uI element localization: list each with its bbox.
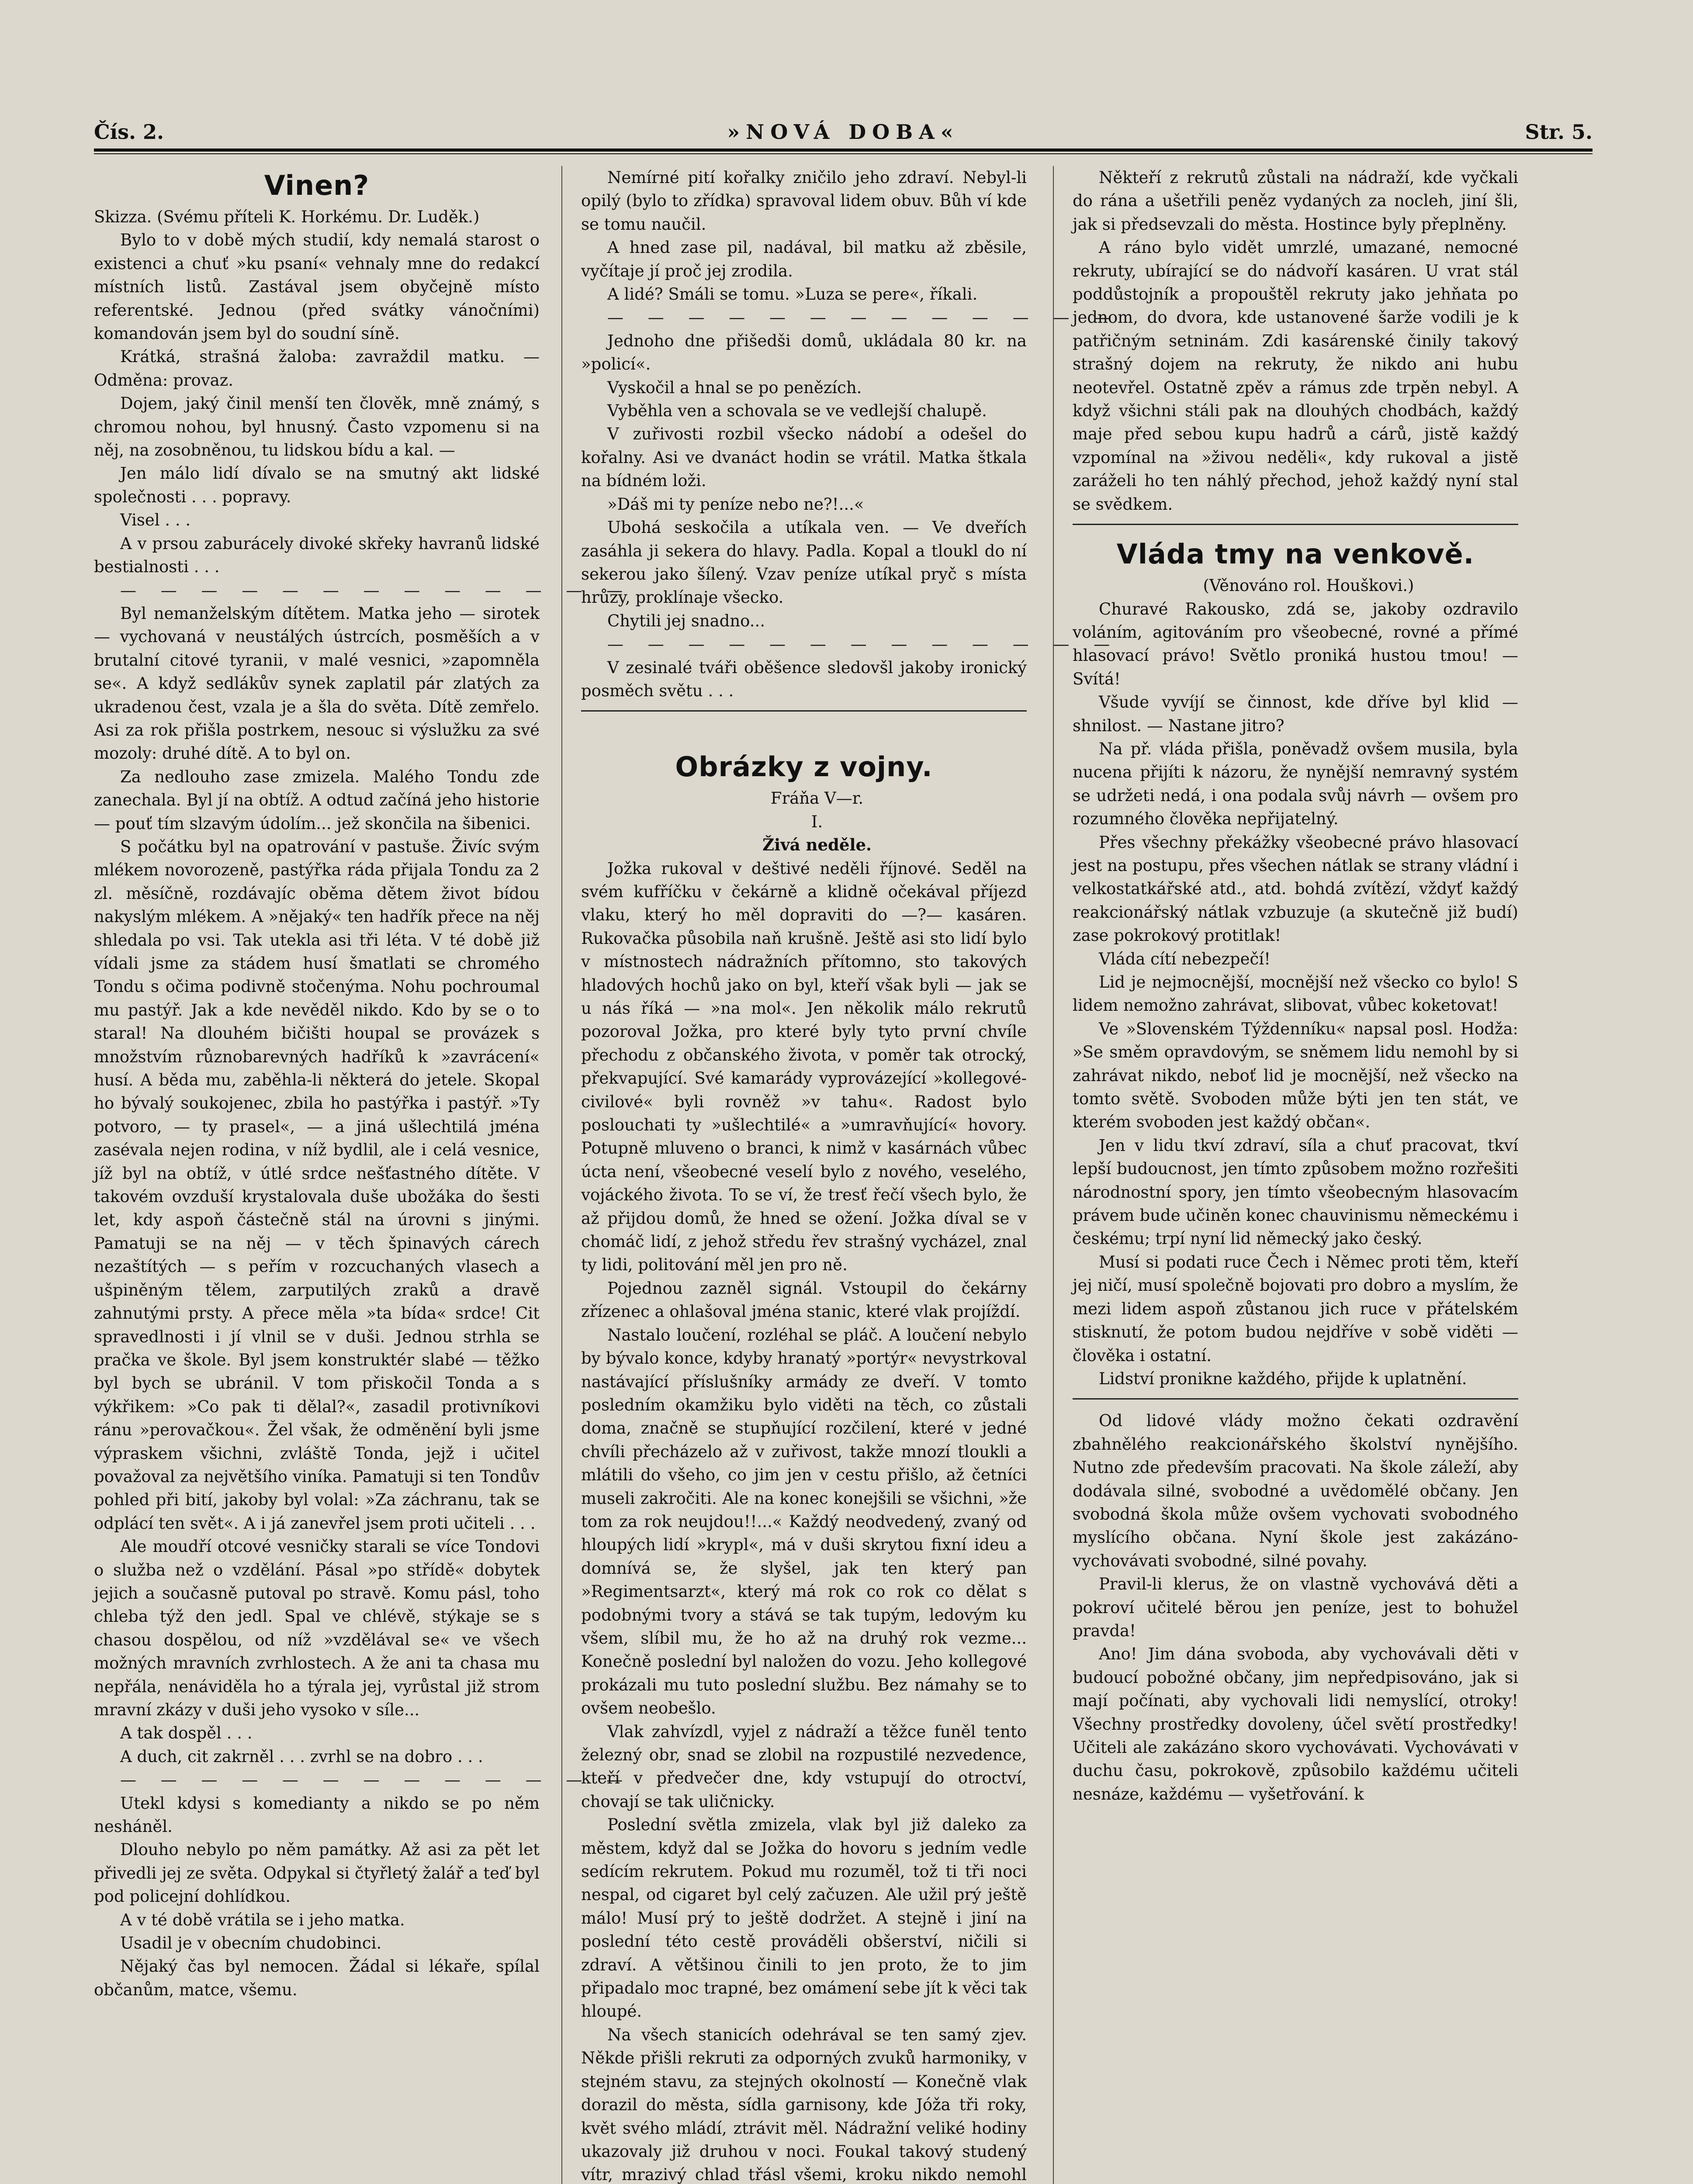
header-rule <box>94 149 1593 154</box>
paragraph: Dlouho nebylo po něm památky. Až asi za pět let přivedli jej ze světa. Odpykal si čtyřletý žalář a teď byl pod policejní dohlídkou. <box>94 1840 540 1906</box>
column-divider <box>561 166 562 2184</box>
article-subtitle: Skizza. (Svému příteli K. Horkému. Dr. Luděk.) <box>94 207 480 226</box>
paragraph: Vyběhla ven a schovala se ve vedlejší chalupě. <box>607 401 987 421</box>
paragraph: A v té době vrátila se i jeho matka. <box>120 1910 405 1929</box>
article-rule <box>581 710 1027 712</box>
dash-separator: — — — — — — — — — — — — — <box>120 581 633 600</box>
paragraph: Ano! Jim dána svoboda, aby vychovávali děti v budoucí pobožné občany, jim nepředpisováno, jak si mají počínati, aby vychovali lidi nemyslící, otroky! Všechny prostředky dovoleny, účel světí prostředky! Učiteli ale zakázáno skoro vychovávati. Vychovávati v duchu času, pokrokově, způsobilo každému učiteli nesnáze, každému — vyšetřování. k <box>1073 1645 1518 1804</box>
newspaper-title: »NOVÁ DOBA« <box>727 120 959 144</box>
paragraph: Lid je nejmocnější, mocnější než všecko co bylo! S lidem nemožno zahrávat, slibovat, vůbec koketovat! <box>1073 973 1518 1015</box>
paragraph: V zuřivosti rozbil všecko nádobí a odešel do kořalny. Asi ve dvanáct hodin se vrátil. Matka štkala na bídném loži. <box>581 425 1027 491</box>
paragraph: Nemírné pití kořalky zničilo jeho zdraví. Nebyl-li opilý (bylo to zřídka) spravoval lidem obuv. Bůh ví kde se tomu naučil. <box>581 168 1027 234</box>
paragraph: Na všech stanicích odehrával se ten samý zjev. Někde přišli rekruti za odporných zvuků harmoniky, v stejném stavu, za stejných okolností — Konečně vlak dorazil do města, sídla garnisony, kde Jóža tři roky, květ svého mládí, ztrávit měl. Nádražní veliké hodiny ukazovaly již druhou v noci. Foukal takový studený vítr, mrazivý chlad třásl všemi, kroku nikdo nemohl <box>581 2025 1027 2184</box>
article-dedication: (Věnováno rol. Houškovi.) <box>1203 576 1414 595</box>
paragraph: Od lidové vlády možno čekati ozdravění zbahnělého reakcionářského školství nynějšího. Nutno zde především pracovati. Na škole záleží, aby dodávala silné, svobodné a uvědomělé občany. Jen svobodná škola může ovšem vychovati svobodného myslícího občana. Nyní škole jest zakázáno-vychovávati svobodné, silné povahy. <box>1073 1411 1518 1570</box>
paragraph: A tak dospěl . . . <box>120 1724 253 1743</box>
paragraph: Bylo to v době mých studií, kdy nemalá starost o existenci a chuť »ku psaní« vehnaly mne do redakcí místních listů. Zastával jsem obyčejně místo referentské. Jednou (před svátky vánočními) komandován jsem byl do soudní síně. <box>94 231 540 343</box>
paragraph: Visel . . . <box>120 511 191 530</box>
paragraph: Jen v lidu tkví zdraví, síla a chuť pracovat, tkví lepší budoucnost, jen tímto způsobem možno rozřešiti národnostní spory, jen tímto všeobecným hlasovacím právem bude učiněn konec chauvinismu německému i českému; trpí nyní lid německý jako český. <box>1073 1136 1518 1248</box>
column-divider <box>1053 166 1054 2184</box>
paragraph: Pravil-li klerus, že on vlastně vychovává děti a pokroví učitelé běrou jen peníze, jest to bohužel pravda! <box>1073 1575 1518 1640</box>
section-rule <box>1073 1398 1518 1400</box>
dash-separator: — — — — — — — — — — — — — <box>607 635 1120 654</box>
article-title-vlada: Vláda tmy na venkově. <box>1116 538 1475 570</box>
column-2 <box>581 166 1120 2184</box>
spacer <box>581 721 1027 747</box>
paragraph: Lidství pronikne každého, přijde k uplatnění. <box>1099 1369 1467 1388</box>
article-title-obrazky: Obrázky z vojny. <box>675 751 933 783</box>
paragraph: Vyskočil a hnal se po penězích. <box>607 378 862 397</box>
issue-number: Čís. 2. <box>94 120 164 144</box>
paragraph: S počátku byl na opatrování v pastuše. Živíc svým mlékem novorozeně, pastýřka ráda přijala Tondu za 2 zl. měsíčně, rozdávajíc oběma dětem život bídou nakyslým mlékem. A »nějaký« ten hadřík přece na něj shledala po vsi. Tak utekla asi tři léta. V té době již vídali jsme za stádem husí šmatlati se chromého Tondu s očima podivně stočenýma. Nohu pochroumal mu pastýř. Jak a kde nevěděl nikdo. Kdo by se o to staral! Na dlouhém bičišti houpal se provázek s množstvím různobarevných hadříků k »zavrácení« husí. A běda mu, zaběhla-li některá do jetele. Skopal ho bývalý soukojenec, zbila ho pastýřka i pastýř. »Ty potvoro, — ty prasel«, — a jiná ušlechtilá jména zasévala nejen rodina, v níž bydlil, ale i celá vesnice, jíž byl na obtíž, v útlé srdce nešťastného dítěte. V takovém ovzduší krystalovala duše ubožáka do šesti let, kdy aspoň částečně stál na úrovni s jinými. Pamatuji se na něj — v těch špinavých cárech nezaštítých — s peřím v rozcuchaných vlasech a ušpiněným tělem, zarputilých zraků a dravě zahnutými prsty. A přece měla »ta bída« srdce! Cit spravedlnosti i jí vlnil se v duši. Jednou strhla se pračka ve škole. Byl jsem konstruktér slabé — těžko byl bych se ubránil. V tom přiskočil Tonda a s výkřikem: »Co pak ti dělal?«, zasadil protivníkovi ránu »perovačkou«. Žel však, že odměnění byli jsme výpraskem všichni, zvláště Tonda, jejž i učitel považoval za největšího viníka. Pamatuji si ten Tondův pohled při bití, jakoby byl volal: »Za záchranu, tak se odplácí ten svět«. A i já zanevřel jsem proti učiteli . . . <box>94 837 540 1533</box>
paragraph: Byl nemanželským dítětem. Matka jeho — sirotek — vychovaná v neustálých ústrcích, posměších a v brutalní citové tyranii, v malé vesnici, »zapomněla se«. A když sedlákův synek zaplatil pár zlatých za ukradenou čest, vzala je a šla do světa. Dítě zemřelo. Asi za rok přišla postrkem, nesouc si výslužku za své mozoly: druhé dítě. A to byl on. <box>94 604 540 763</box>
page-header <box>94 120 1593 146</box>
paragraph: Jen málo lidí dívalo se na smutný akt lidské společnosti . . . popravy. <box>94 464 540 506</box>
paragraph: Usadil je v obecním chudobinci. <box>120 1934 382 1953</box>
paragraph: Churavé Rakousko, zdá se, jakoby ozdravilo voláním, agitováním pro všeobecné, rovné a přímé hlasovací právo! Světlo proniká hustou tmou! — Svítá! <box>1073 599 1518 688</box>
dash-separator: — — — — — — — — — — — — — <box>120 1770 633 1790</box>
paragraph: Na př. vláda přišla, poněvadž ovšem musila, byla nucena přijíti k názoru, že nynější nemravný systém se udržeti nedá, i ona podala svůj návrh — ovšem pro rozumného člověka nepřijatelný. <box>1073 739 1518 829</box>
article-author: Fráňa V—r. <box>770 789 864 808</box>
paragraph: Dojem, jaký činil menší ten člověk, mně známý, s chromou nohou, byl hnusný. Často vzpomenu si na něj, na zosobněnou, tu lidskou bídu a kal. — <box>94 394 540 460</box>
paragraph: Jednoho dne přišedši domů, ukládala 80 kr. na »policí«. <box>581 331 1027 374</box>
paragraph: Musí si podati ruce Čech i Němec proti těm, kteří jej ničí, musí společně bojovati pro dobro a myslím, že mezi lidem aspoň zůstanou jich ruce v přátelském stisknutí, že potom budou nejdříve v sobě viděti — člověka i ostatní. <box>1073 1252 1518 1365</box>
paragraph: Chytili jej snadno... <box>607 611 765 630</box>
paragraph: Ale moudří otcové vesničky starali se více Tondovi o služba než o vzdělání. Pásal »po střídě« dobytek jejich a současně putoval po stravě. Komu pásl, toho chleba týž den jedl. Spal ve chlévě, stýkaje se s chasou dospělou, od níž »vzdělával se« ve všech možných mravních zvrhlostech. A že ani ta chasa mu nepřála, nenáviděla ho a týrala jej, vyrůstal již strom mravní zkázy v duši jeho vysoko v síle... <box>94 1537 540 1719</box>
paragraph: Vláda cítí nebezpečí! <box>1099 949 1271 968</box>
section-number: I. <box>811 812 823 831</box>
paragraph: »Dáš mi ty peníze nebo ne?!...« <box>607 494 864 514</box>
column-1 <box>94 166 633 2184</box>
paragraph: Utekl kdysi s komedianty a nikdo se po něm nesháněl. <box>94 1794 540 1836</box>
section-title: Živá neděle. <box>762 835 872 855</box>
article-rule <box>1073 524 1518 525</box>
paragraph: Jožka rukoval v deštivé neděli říjnové. Seděl na svém kufříčku v čekárně a klidně očekával příjezd vlaku, který ho měl dopraviti do —?— kasáren. Rukovačka působila naň krušně. Ještě asi sto lidí bylo v místnostech nádražních přítomno, sto takových hladových hochů jako on byl, kteří však byli — jak se u nás říká — »na mol«. Jen několik málo rekrutů pozoroval Jožka, pro které byly tyto první chvíle přechodu z občanského života, v poměr tak otrocký, překvapující. Své kamarády vyprovázející »kollegové-civilové« byli rovněž »v tahu«. Radost bylo poslouchati ty »ušlechtilé« a »umravňující« hovory. Potupně mluveno o branci, k nimž v kasárnách vůbec úcta není, všeobecné veselí bylo z nového, veselého, vojáckého života. To se ví, že tresť řečí všech bylo, že až přijdou domů, že hned se ožení. Jožka díval se v chomáč lidí, z jehož středu řev strašný vycházel, znal ty lidi, politování měl jen pro ně. <box>581 859 1027 1275</box>
paragraph: Vlak zahvízdl, vyjel z nádraží a těžce funěl tento železný obr, snad se zlobil na rozpustilé nezvedence, kteří v předvečer dne, kdy vstupují do otroctví, chovají se tak uličnicky. <box>581 1722 1027 1811</box>
dash-separator: — — — — — — — — — — — — — <box>607 308 1120 327</box>
paragraph: Pojednou zazněl signál. Vstoupil do čekárny zřízenec a ohlašoval jména stanic, které vlak projíždí. <box>581 1279 1027 1321</box>
paragraph: Přes všechny překážky všeobecné právo hlasovací jest na postupu, přes všechen nátlak se strany vládní i velkostatkářské atd., atd. bohdá zvítězí, vždyť každý reakcionářský nátlak vzbuzuje (a skutečně již budí) zase pokrokový protitlak! <box>1073 833 1518 945</box>
paragraph: V zesinalé tváři oběšence sledovšl jakoby ironický posměch světu . . . <box>581 658 1027 700</box>
paragraph: Poslední světla zmizela, vlak byl již daleko za městem, když dal se Jožka do hovoru s jedním vedle sedícím rekrutem. Pokud mu rozuměl, tož ti tři noci nespal, od cigaret byl celý začuzen. Ale užil prý ještě málo! Musí prý to ještě dodržet. A stejně i jiní na poslední této cestě prováděli obšerství, ničili si zdraví. A většinou činili to jen proto, že to jim připadalo moc trapné, bez omámení sebe jít k věci tak hloupé. <box>581 1815 1027 2021</box>
paragraph: A v prsou zaburácely divoké skřeky havranů lidské bestialnosti . . . <box>94 534 540 577</box>
paragraph: Krátká, strašná žaloba: zavraždil matku. — Odměna: provaz. <box>94 347 540 390</box>
paragraph: Všude vyvíjí se činnost, kde dříve byl klid — shnilost. — Nastane jitro? <box>1073 693 1518 735</box>
page-number: Str. 5. <box>1525 120 1593 144</box>
paragraph: Ubohá seskočila a utíkala ven. — Ve dveřích zasáhla ji sekera do hlavy. Padla. Kopal a tloukl do ní sekerou jako šílený. Vzav peníze utíkal pryč s místa hrůzy, proklínaje všecko. <box>581 518 1027 607</box>
paragraph: A duch, cit zakrněl . . . zvrhl se na dobro . . . <box>120 1747 483 1766</box>
paragraph: A hned zase pil, nadával, bil matku až zběsile, vyčítaje jí proč jej zrodila. <box>581 238 1027 280</box>
article-title-vinen: Vinen? <box>264 169 370 201</box>
paragraph: Ve »Slovenském Týždenníku« napsal posl. Hodža: »Se směm opravdovým, se sněmem lidu nemohl by si zahrávat nikdo, neboť lid je mocnější, než všecko na tomto světě. Svoboden může býti jen ten stát, ve kterém svoboden jest každý občan«. <box>1073 1019 1518 1132</box>
column-3 <box>1073 166 1518 2184</box>
paragraph: A lidé? Smáli se tomu. »Luza se pere«, říkali. <box>607 285 978 304</box>
paragraph: Nastalo loučení, rozléhal se pláč. A loučení nebylo by bývalo konce, kdyby hranatý »portýr« nevystrkoval nastávající příslušníky armády ze dveří. V tomto posledním okamžiku bylo viděti na těch, co zůstali doma, značně se stupňující rozčilení, které v jedné chvíli přecházelo až v zuřivost, takže mnozí tloukli a mlátili do všeho, co jim jen v cestu přišlo, až četníci museli zakročiti. Ale na konec konejšili se všichni, »že tom za rok neujdou!!...« Každý neodvedený, zvaný od hloupých lidí »krypl«, má v duši skrytou fixní ideu a domnívá se, že slyšel, jak ten který pan »Regimentsarzt«, který má rok co rok co dělat s podobnými tvory a stává se tak tupým, ledovým ku všem, slíbil mu, že ho až na druhý rok vezme... Konečně poslední byl naložen do vozu. Jeho kollegové prokázali mu tuto poslední službu. Bez námahy se to ovšem neobešlo. <box>581 1325 1027 1718</box>
paragraph: Nějaký čas byl nemocen. Žádal si lékaře, spílal občanům, matce, všemu. <box>94 1957 540 1999</box>
paragraph: Někteří z rekrutů zůstali na nádraží, kde vyčkali do rána a ušetřili peněz vydaných za nocleh, jiní šli, jak si předsevzali do města. Hostince byly přeplněny. <box>1073 168 1518 234</box>
paragraph: Za nedlouho zase zmizela. Malého Tondu zde zanechala. Byl jí na obtíž. A odtud začíná jeho historie — pouť tím slzavým údolím... jež skončila na šibenici. <box>94 767 540 833</box>
paragraph: A ráno bylo vidět umrzlé, umazané, nemocné rekruty, ubírající se do nádvoří kasáren. U vrat stál poddůstojník a propouštěl rekruty jako jehňata po jednom, do dvora, kde ustanovené šarže vodili je k patřičným setninám. Zdi kasárenské činily takový strašný dojem na rekruty, že nikdo ani hubu neotevřel. Ostatně zpěv a rámus zde trpěn nebyl. A když všichni stáli pak na dlouhých chodbách, každý maje před sebou kupu hadrů a cárů, jistě každý vzpomínal na »živou neděli«, kdy rukoval a jistě zaráželi ho ten náhlý přechod, jehož každý nyní stal se svědkem. <box>1073 238 1518 514</box>
